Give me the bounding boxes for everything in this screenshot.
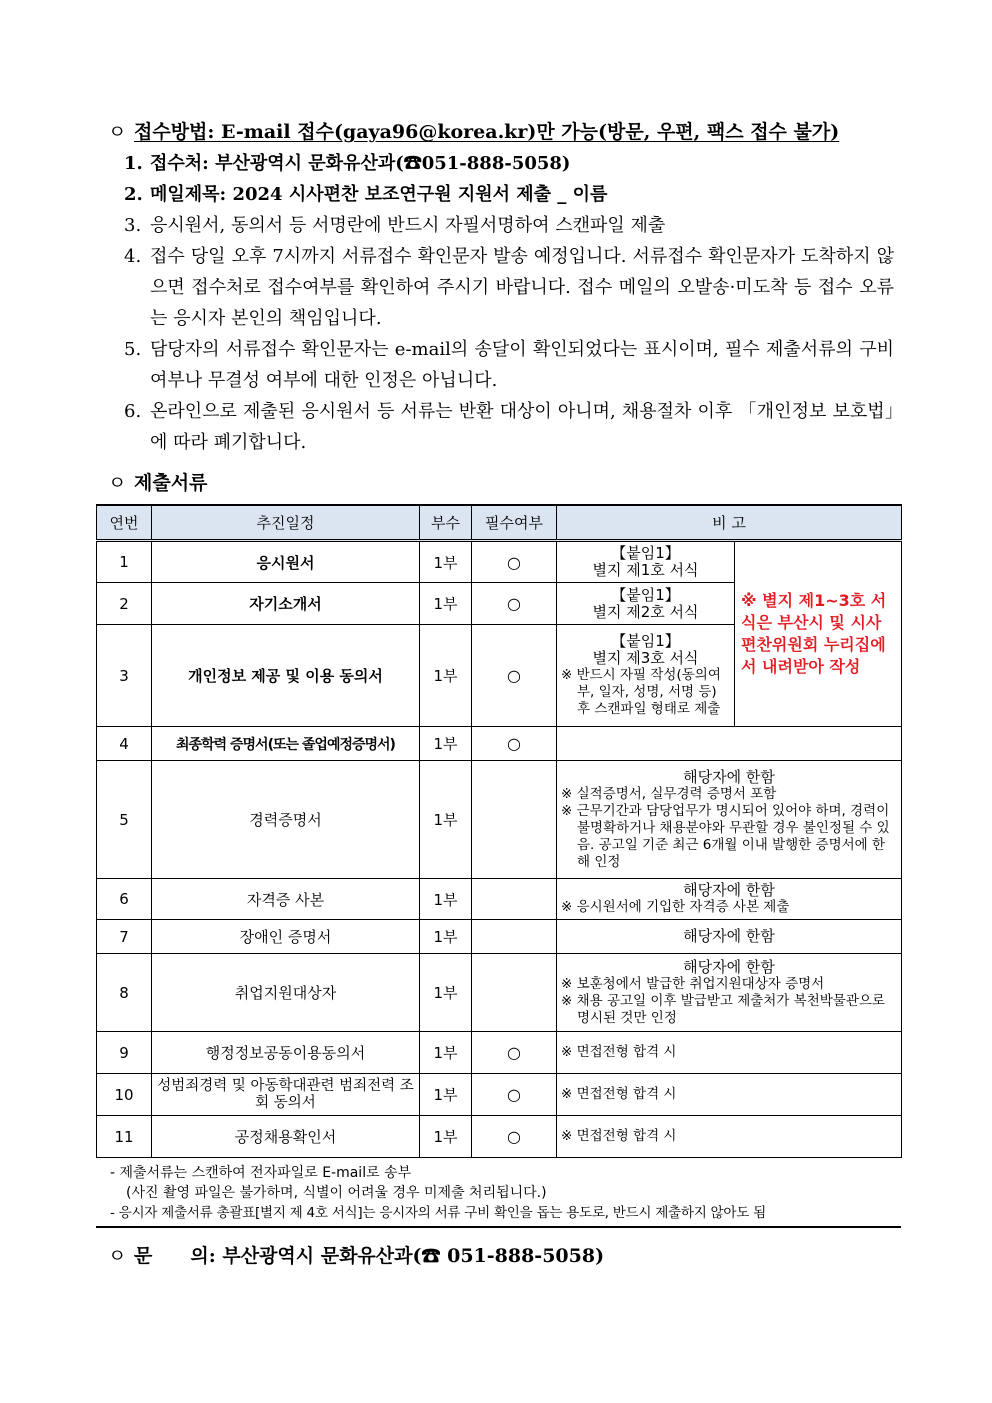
table-row [97,1116,902,1158]
remark-line: ※ 채용 공고일 이후 발급받고 제출처가 복천박물관으로 명시된 것만 인정 [561,992,885,1026]
cell-remark: ※ 면접전형 합격 시 [557,1074,902,1116]
cell-no: 5 [97,761,152,879]
remark-line: ※ 실적증명서, 실무경력 증명서 포함 [561,785,777,802]
cell-copies: 1부 [420,761,472,879]
cell-copies: 1부 [420,1032,472,1074]
cell-required: ○ [472,625,557,727]
remark-sub: 별지 제2호 서식 [592,602,699,621]
list-item [124,241,894,334]
cell-remark [557,954,902,1032]
table-row [97,920,902,954]
footnote-line: (사진 촬영 파일은 불가하며, 식별이 어려울 경우 미제출 처리됩니다.) [126,1185,547,1201]
header-required: 필수여부 [472,505,557,541]
item-number: 1. [124,153,143,174]
list-item [124,148,894,179]
cell-copies: 1부 [420,625,472,727]
cell-remark [557,625,735,727]
cell-copies: 1부 [420,541,472,583]
list-item [124,210,894,241]
cell-required [472,920,557,954]
item-number: 6. [124,401,142,422]
item-number: 4. [124,246,142,267]
footnote-line: - 응시자 제출서류 총괄표[별지 제 4호 서식]는 응시자의 서류 구비 확인을 돕는 용도로, 반드시 제출하지 않아도 됨 [110,1205,766,1221]
header-item: 추진일정 [152,505,420,541]
table-row [97,541,902,583]
submission-method-heading [108,117,839,144]
cell-name: 장애인 증명서 [152,920,420,954]
footnote-line: - 제출서류는 스캔하여 전자파일로 E-mail로 송부 [110,1165,412,1181]
cell-no: 3 [97,625,152,727]
remark-title: 해당자에 한함 [683,767,775,786]
cell-no: 4 [97,727,152,761]
remark-title: 해당자에 한함 [683,881,775,899]
table-row [97,954,902,1032]
remark-title: 해당자에 한함 [683,927,775,945]
cell-copies: 1부 [420,583,472,625]
cell-no: 9 [97,1032,152,1074]
table-row [97,1032,902,1074]
red-form-note: ※ 별지 제1~3호 서식은 부산시 및 시사편찬위원회 누리집에서 내려받아 작성 [735,541,902,727]
cell-name: 공정채용확인서 [152,1116,420,1158]
cell-no: 6 [97,879,152,920]
cell-required: ○ [472,727,557,761]
remark-title: 【붙임1】 [611,544,680,562]
cell-required: ○ [472,1074,557,1116]
list-item [124,396,894,458]
submission-method-text: 접수방법: E-mail 접수(gaya96@korea.kr)만 가능(방문, 우편, 팩스 접수 불가) [134,121,840,143]
cell-required: ○ [472,583,557,625]
cell-copies: 1부 [420,727,472,761]
item-text: 담당자의 서류접수 확인문자는 e-mail의 송달이 확인되었다는 표시이며, 필수 제출서류의 구비여부나 무결성 여부에 대한 인정은 아닙니다. [150,339,894,391]
remark-title: 【붙임1】 [611,585,680,604]
cell-remark [557,920,902,954]
cell-required [472,761,557,879]
table-row [97,727,902,761]
header-no: 연번 [97,505,152,541]
cell-required [472,954,557,1032]
cell-required: ○ [472,1032,557,1074]
remark-line: ※ 근무기간과 담당업무가 명시되어 있어야 하며, 경력이 불명확하거나 채용분야와 무관할 경우 불인정될 수 있음. 공고일 기준 최근 6개월 이내 발행한 증명서에 한해 인정 [561,802,890,870]
table-row [97,1074,902,1116]
cell-name: 자기소개서 [152,583,420,625]
bullet-mark: ㅇ [108,472,127,494]
bullet-mark: ㅇ [108,121,127,143]
contact-heading [108,1241,604,1268]
list-item [124,334,894,396]
bullet-mark: ㅇ [108,1245,127,1267]
table-row [97,879,902,920]
cell-remark [557,583,735,625]
cell-remark [557,879,902,920]
remark-sub: 별지 제1호 서식 [592,561,699,579]
cell-name: 응시원서 [152,541,420,583]
cell-required [472,879,557,920]
cell-required: ○ [472,541,557,583]
table-row [97,761,902,879]
cell-name: 행정정보공동이용동의서 [152,1032,420,1074]
item-number: 5. [124,339,142,360]
remark-title: 해당자에 한함 [683,957,775,976]
item-text: 접수 당일 오후 7시까지 서류접수 확인문자 발송 예정입니다. 서류접수 확인문자가 도착하지 않으면 접수처로 접수여부를 확인하여 주시기 바랍니다. 접수 메일의 오발송·미도착 등 접수 오류는 응시자 본인의 책임입니다. [150,246,894,329]
cell-name: 개인정보 제공 및 이용 동의서 [152,625,420,727]
cell-copies: 1부 [420,879,472,920]
cell-name: 최종학력 증명서(또는 졸업예정증명서) [152,727,420,761]
remark-extra: ※ 반드시 자필 작성(동의여부, 일자, 성명, 서명 등) 후 스캔파일 형태로 제출 [561,667,721,717]
item-number: 2. [124,184,143,205]
table-header-row [97,505,902,541]
contact-text: 문 의: 부산광역시 문화유산과(☎ 051-888-5058) [134,1245,605,1267]
item-text: 메일제목: 2024 시사편찬 보조연구원 지원서 제출 _ 이름 [150,184,608,205]
cell-copies: 1부 [420,954,472,1032]
item-text: 온라인으로 제출된 응시원서 등 서류는 반환 대상이 아니며, 채용절차 이후 「개인정보 보호법」에 따라 폐기합니다. [150,401,894,453]
header-remarks: 비 고 [557,505,902,541]
cell-required: ○ [472,1116,557,1158]
required-documents-heading [108,468,207,495]
table-footnotes [110,1163,900,1223]
cell-no: 7 [97,920,152,954]
header-copies: 부수 [420,505,472,541]
item-text: 응시원서, 동의서 등 서명란에 반드시 자필서명하여 스캔파일 제출 [150,215,666,236]
instruction-list [124,148,894,458]
documents-table [96,504,902,1158]
remark-line: ※ 응시원서에 기입한 자격증 사본 제출 [561,899,790,915]
cell-no: 1 [97,541,152,583]
divider [96,1226,901,1228]
list-item [124,179,894,210]
cell-remark: ※ 면접전형 합격 시 [557,1116,902,1158]
cell-remark: ※ 면접전형 합격 시 [557,1032,902,1074]
remark-line: ※ 보훈청에서 발급한 취업지원대상자 증명서 [561,975,825,992]
item-text: 접수처: 부산광역시 문화유산과(☎051-888-5058) [150,153,571,174]
cell-copies: 1부 [420,920,472,954]
cell-copies: 1부 [420,1074,472,1116]
required-documents-title: 제출서류 [134,472,208,494]
remark-title: 【붙임1】 [611,632,680,650]
cell-no: 10 [97,1074,152,1116]
cell-name: 자격증 사본 [152,879,420,920]
cell-remark [557,541,735,583]
cell-remark [557,727,902,761]
cell-no: 11 [97,1116,152,1158]
cell-name: 경력증명서 [152,761,420,879]
cell-remark [557,761,902,879]
cell-no: 8 [97,954,152,1032]
cell-name: 성범죄경력 및 아동학대관련 범죄전력 조회 동의서 [152,1074,420,1116]
cell-no: 2 [97,583,152,625]
cell-copies: 1부 [420,1116,472,1158]
remark-sub: 별지 제3호 서식 [592,649,699,667]
cell-name: 취업지원대상자 [152,954,420,1032]
item-number: 3. [124,215,142,236]
